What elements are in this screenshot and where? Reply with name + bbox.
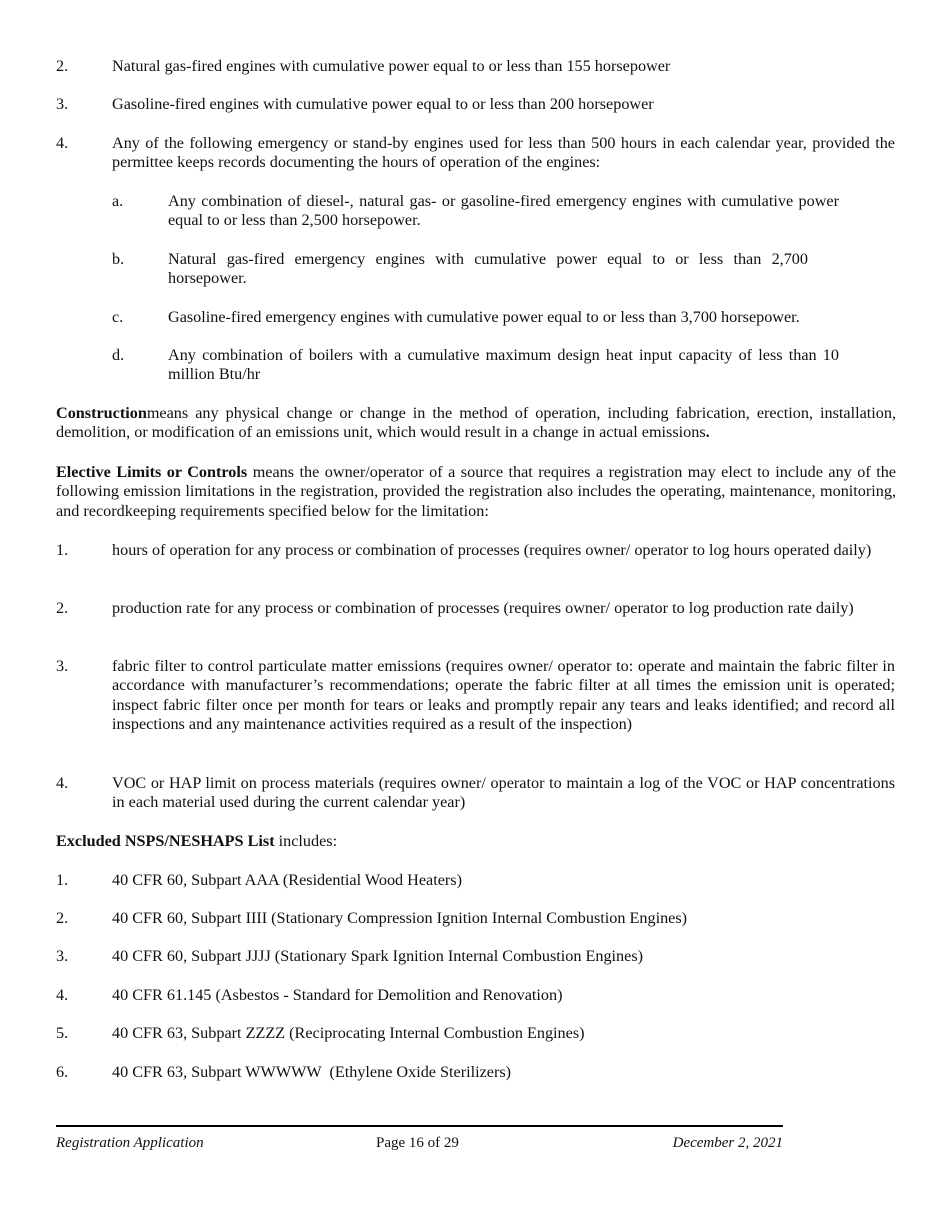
list-text: 40 CFR 63, Subpart ZZZZ (Reciprocating Internal Combustion Engines) — [112, 1024, 585, 1042]
term-excluded-list: Excluded NSPS/NESHAPS List — [56, 832, 275, 850]
definition-text: means the owner/operator of a source that requires a registration may elect to include any of the following emission limitations in the registration, provided the registration also includes the operating, maintenance, monitoring, and recordkeeping requirements specified below for the limitation: — [56, 463, 896, 520]
list-text: VOC or HAP limit on process materials (requires owner/ operator to maintain a log of the VOC or HAP concentrations in each material used during the current calendar year) — [112, 774, 895, 812]
list-text: 40 CFR 60, Subpart IIII (Stationary Compression Ignition Internal Combustion Engines) — [112, 909, 688, 927]
list-number: 3. — [56, 95, 69, 113]
list-number: 2. — [56, 57, 69, 75]
list-text: hours of operation for any process or combination of processes (requires owner/ operator to log hours operated daily) — [112, 541, 872, 559]
list-text: 40 CFR 60, Subpart AAA (Residential Wood Heaters) — [112, 871, 462, 889]
list-text: Gasoline-fired engines with cumulative power equal to or less than 200 horsepower — [112, 95, 654, 113]
list-text: Gasoline-fired emergency engines with cumulative power equal to or less than 3,700 horsepower. — [168, 308, 800, 326]
footer-document-title: Registration Application — [56, 1135, 204, 1151]
list-number: 3. — [56, 657, 69, 675]
heading-text: includes: — [274, 832, 338, 850]
list-number: 1. — [56, 871, 69, 889]
list-text: Any combination of diesel-, natural gas- or gasoline-fired emergency engines with cumulative power equal to or less than 2,500 horsepower. — [168, 192, 839, 230]
footer-divider — [56, 1125, 783, 1127]
definition-period: . — [705, 423, 710, 442]
list-number: 4. — [56, 774, 69, 792]
elective-limits-definition — [56, 463, 896, 521]
footer-date: December 2, 2021 — [672, 1135, 783, 1151]
list-number: 2. — [56, 599, 69, 617]
list-letter: d. — [112, 346, 125, 364]
list-number: 1. — [56, 541, 69, 559]
list-number: 3. — [56, 947, 69, 965]
construction-definition — [56, 404, 896, 443]
term-construction: Construction — [56, 404, 147, 422]
list-number: 6. — [56, 1063, 69, 1081]
list-number: 5. — [56, 1024, 69, 1042]
list-letter: c. — [112, 308, 124, 326]
list-number: 4. — [56, 134, 69, 152]
footer-page-number: Page 16 of 29 — [376, 1135, 459, 1151]
list-number: 2. — [56, 909, 69, 927]
list-letter: b. — [112, 250, 125, 268]
list-text: Any of the following emergency or stand-by engines used for less than 500 hours in each calendar year, provided the permittee keeps records documenting the hours of operation of the engines: — [112, 134, 895, 172]
list-text: 40 CFR 63, Subpart WWWWW (Ethylene Oxide Sterilizers) — [112, 1063, 512, 1081]
term-elective-limits: Elective Limits or Controls — [56, 463, 248, 481]
list-text: 40 CFR 60, Subpart JJJJ (Stationary Spark Ignition Internal Combustion Engines) — [112, 947, 644, 965]
list-number: 4. — [56, 986, 69, 1004]
excluded-list-heading — [56, 832, 896, 851]
list-text: 40 CFR 61.145 (Asbestos - Standard for Demolition and Renovation) — [112, 986, 563, 1004]
list-text: Natural gas-fired engines with cumulative power equal to or less than 155 horsepower — [112, 57, 671, 75]
list-text: Natural gas-fired emergency engines with cumulative power equal to or less than 2,700 horsepower. — [168, 250, 808, 288]
list-letter: a. — [112, 192, 124, 210]
list-text: Any combination of boilers with a cumulative maximum design heat input capacity of less than 10 million Btu/hr — [168, 346, 839, 384]
list-text: production rate for any process or combination of processes (requires owner/ operator to log production rate daily) — [112, 599, 854, 617]
list-text: fabric filter to control particulate matter emissions (requires owner/ operator to: operate and maintain the fabric filter in accordance with manufacturer’s recommendations; operate the fabric filter at all times the emission unit is operated; inspect fabric filter once per month for tears or leaks and promptly repair any tears and leaks identified; and record all inspections and any maintenance activities required as a result of the inspection) — [112, 657, 895, 734]
definition-text: means any physical change or change in the method of operation, including fabrication, erection, installation, demolition, or modification of an emissions unit, which would result in a change in actual emissions — [56, 404, 896, 442]
